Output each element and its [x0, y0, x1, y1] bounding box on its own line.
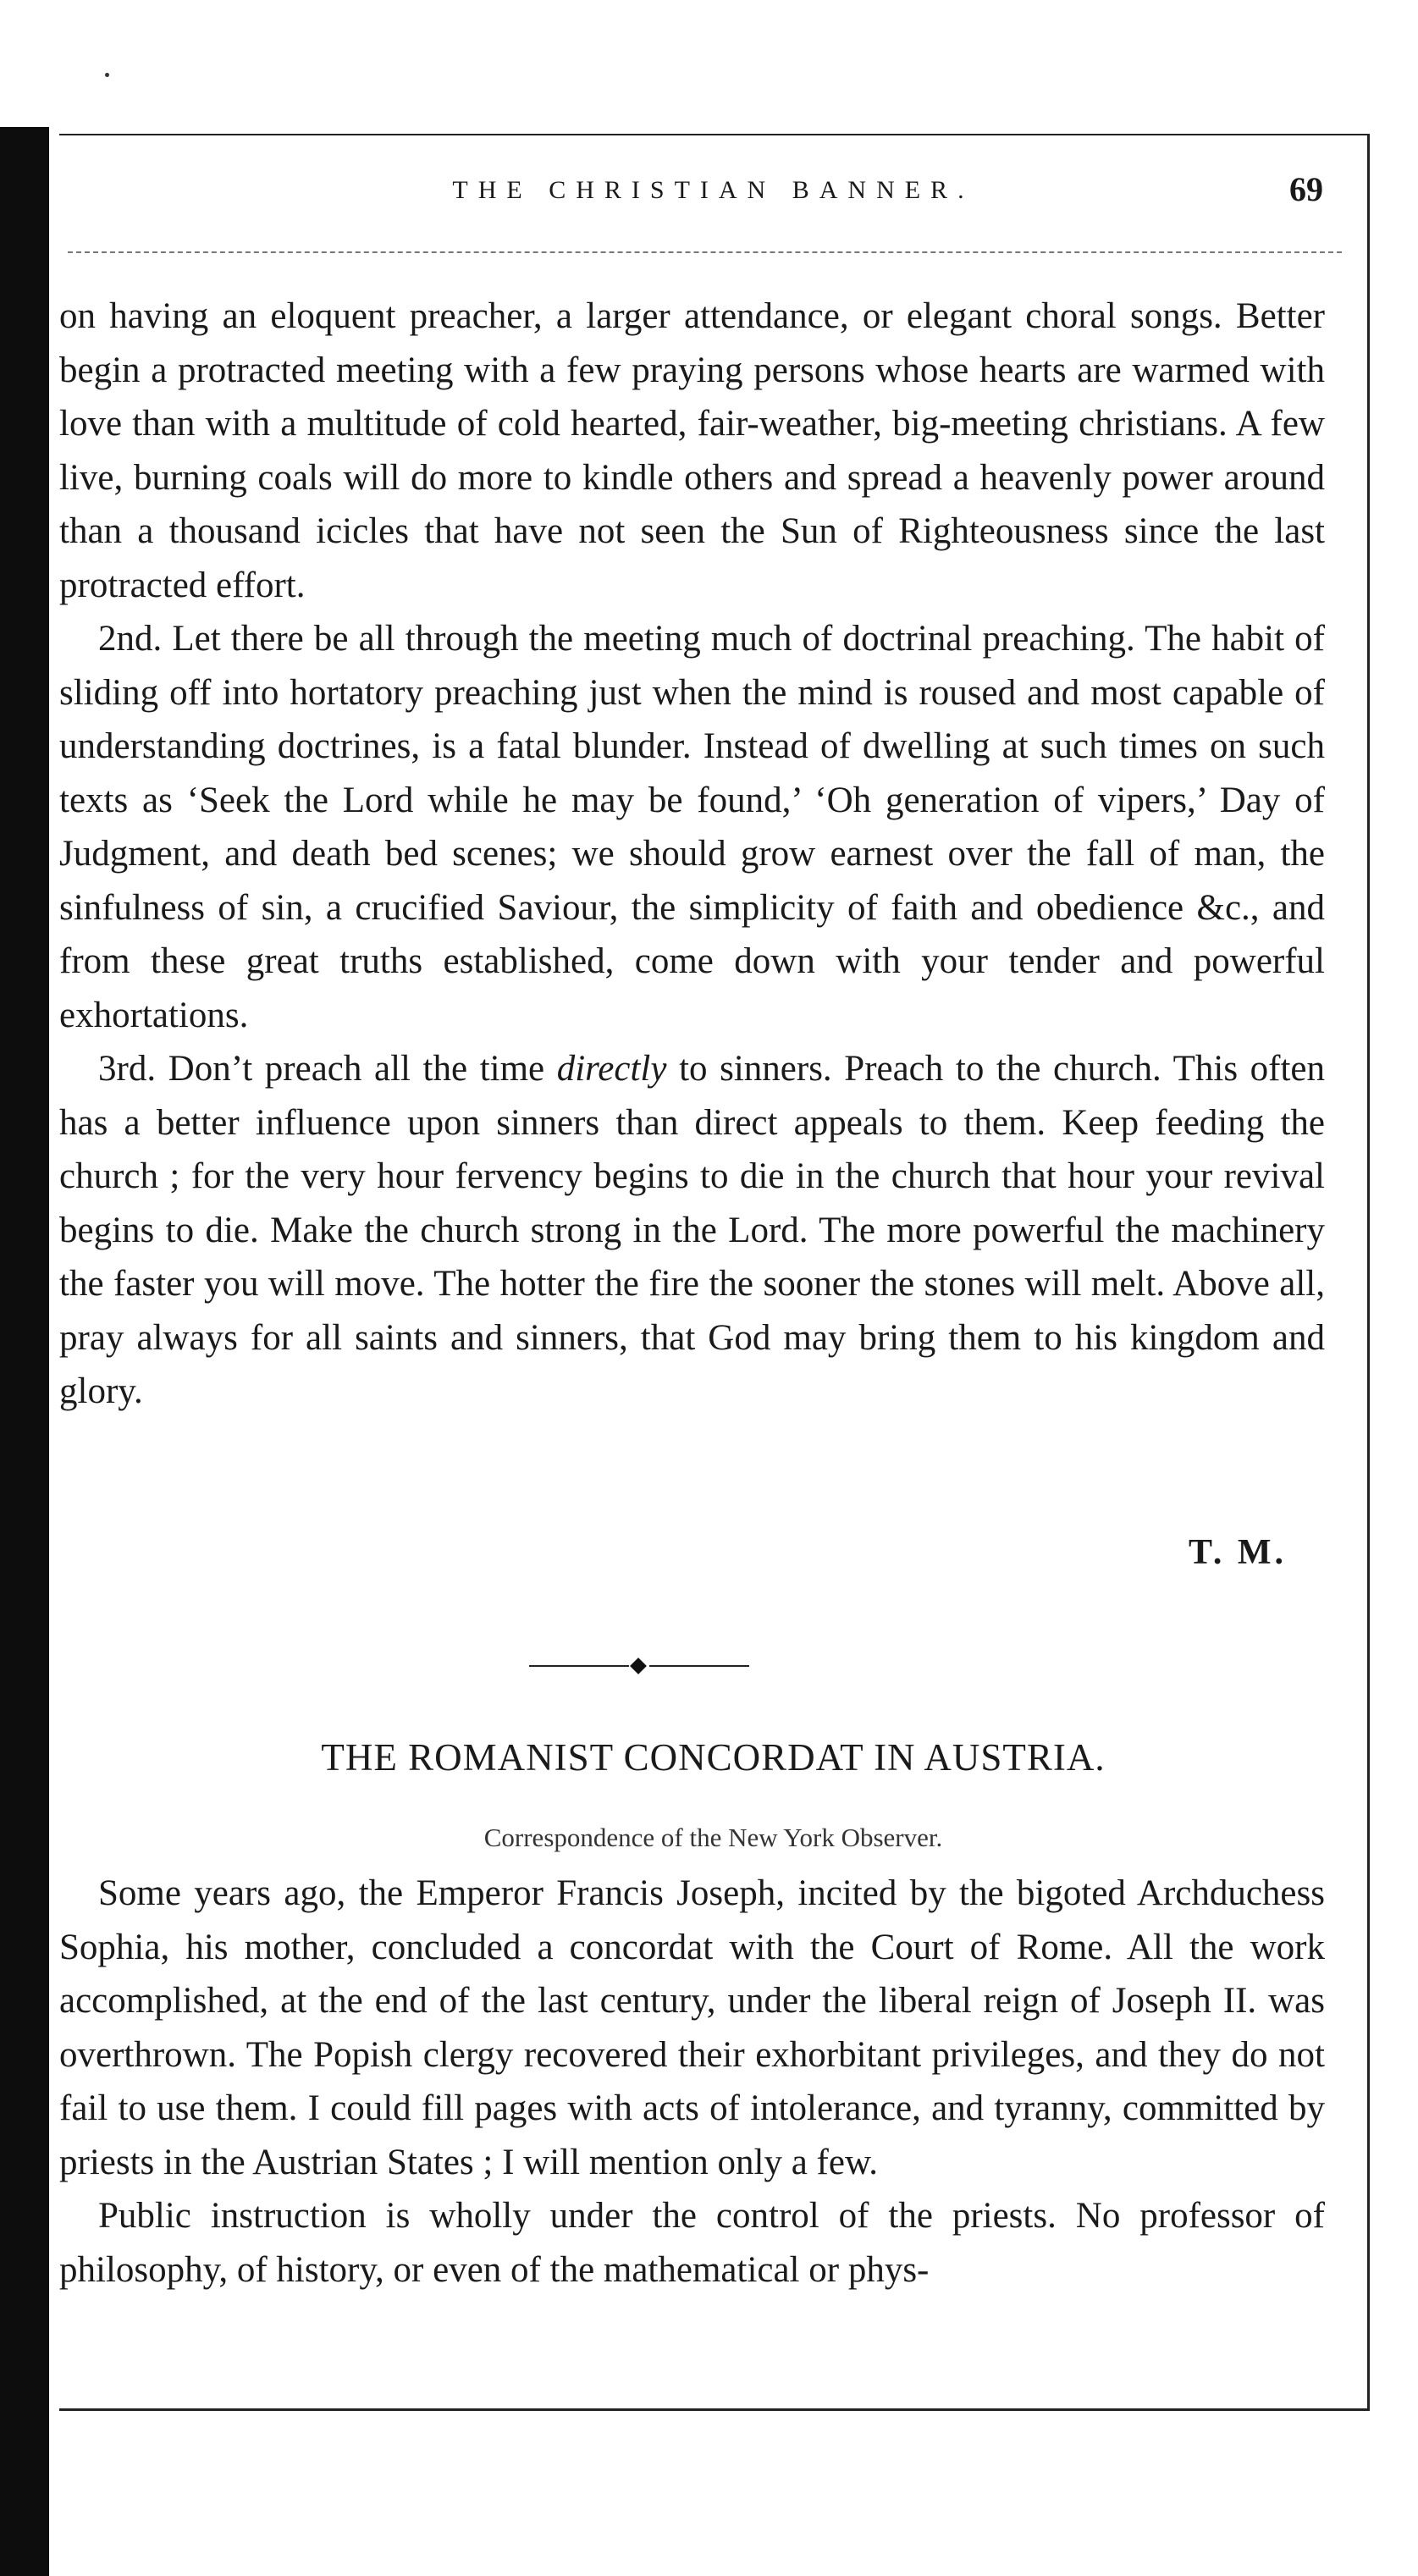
section-divider-ornament [529, 1658, 749, 1674]
paragraph-second-point: 2nd. Let there be all through the meeting much of doctrinal preaching. The habit of sliding off into hortatory preaching just when the mind is roused and most capable of understanding doctrines, is a fatal blunder. Instead of dwelling at such times on such texts as ‘Seek the Lord while he may be found,’ ‘Oh generation of vipers,’ Day of Judgment, and death bed scenes; we should grow earnest over the fall of man, the sinfulness of sin, a crucified Saviour, the simplicity of faith and obedience &c., and from these great truths established, come down with your tender and powerful exhortations. [59, 619, 1325, 1035]
page-number: 69 [1289, 170, 1323, 208]
page-gutter-shadow [0, 127, 49, 2576]
running-head: THE CHRISTIAN BANNER. [452, 176, 974, 204]
paragraph-third-point [59, 1042, 1325, 1419]
article-body [59, 1867, 1325, 2297]
article-title: THE ROMANIST CONCORDAT IN AUSTRIA. [321, 1736, 1106, 1779]
header-rule [68, 251, 1342, 253]
article-byline: Correspondence of the New York Observer. [483, 1823, 943, 1852]
third-point-text-start: 3rd. Don’t preach all the time [98, 1049, 557, 1089]
continued-article-body [59, 290, 1325, 1419]
third-point-italic: directly [556, 1049, 667, 1089]
article-paragraph: Public instruction is wholly under the control of the priests. No professor of philosophy, of history, or even of the mathematical or phys- [59, 2196, 1325, 2290]
third-point-text-end: to sinners. Preach to the church. This often has a better influence upon sinners than direct appeals to them. Keep feeding the church ; for the very hour fervency begins to die in the church that hour your revival begins to die. Make the church strong in the Lord. The more powerful the machinery the faster you will move. The hotter the fire the sooner the stones will melt. Above all, pray always for all saints and sinners, that God may bring them to his kingdom and glory. [59, 1049, 1326, 1411]
page-header [59, 169, 1367, 229]
paragraph-continuation: on having an eloquent preacher, a larger attendance, or elegant choral songs. Better begin a protracted meeting with a few praying persons whose hearts are warmed with love than with a multitude of cold hearted, fair-weather, big-meeting christians. A few live, burning coals will do more to kindle others and spread a heavenly power around than a thousand icicles that have not seen the Sun of Righteousness since the last protracted effort. [59, 296, 1325, 605]
author-signature: T. M. [1188, 1533, 1287, 1572]
print-speck [105, 73, 109, 77]
book-page [59, 134, 1370, 2411]
article-paragraph: Some years ago, the Emperor Francis Joseph, incited by the bigoted Archduchess Sophia, his mother, concluded a concordat with the Court of Rome. All the work accomplished, at the end of the last century, under the liberal reign of Joseph II. was overthrown. The Popish clergy recovered their exhorbitant privileges, and they do not fail to use them. I could fill pages with acts of intolerance, and tyranny, committed by priests in the Austrian States ; I will mention only a few. [59, 1873, 1325, 2182]
